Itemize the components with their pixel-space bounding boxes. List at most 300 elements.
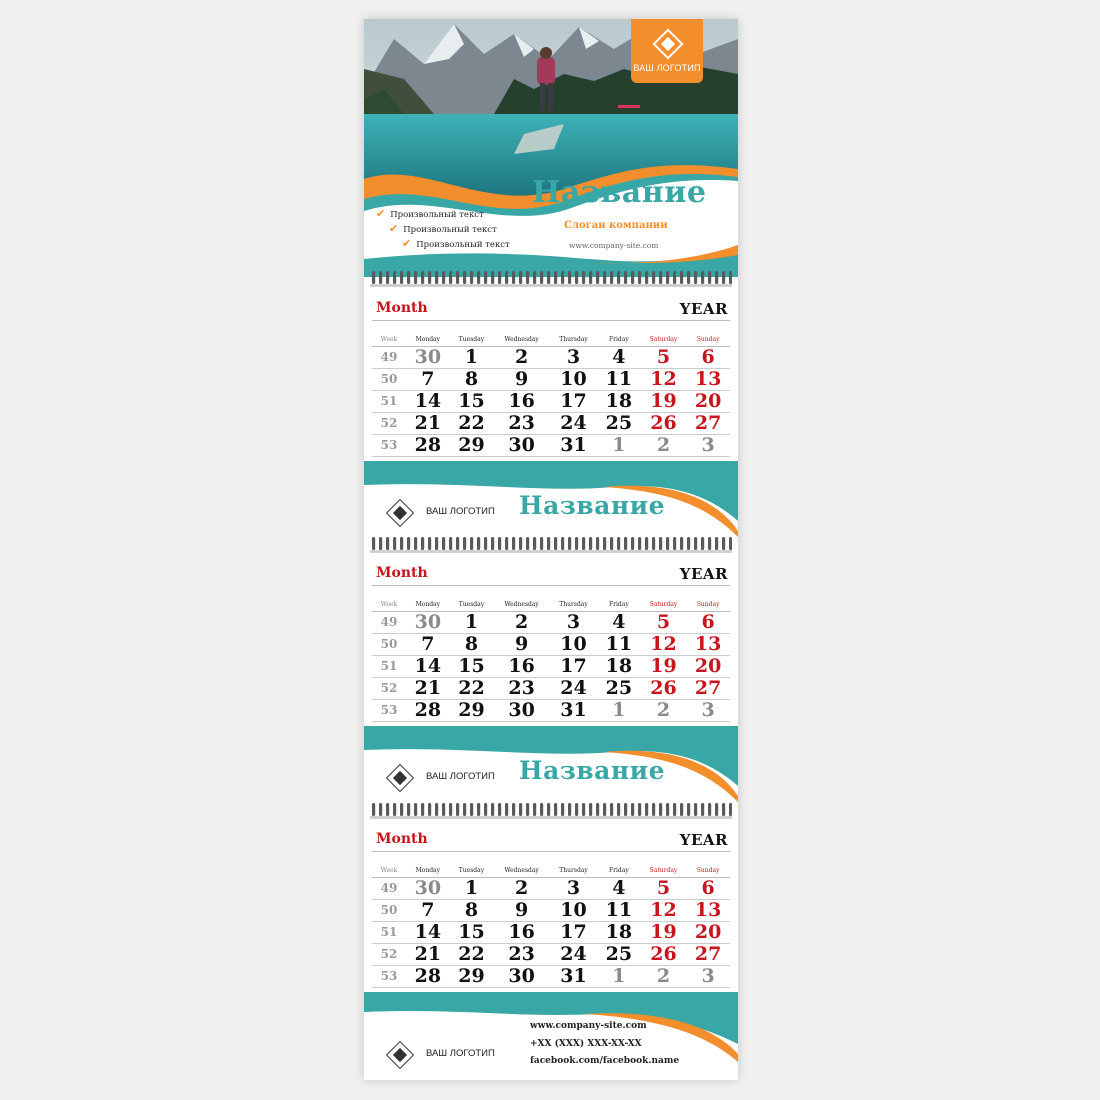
coil [561, 537, 564, 550]
coil [666, 803, 669, 816]
weekday-header: Sunday [686, 332, 730, 347]
day-cell: 17 [550, 656, 597, 678]
weekday-header: Saturday [641, 332, 687, 347]
coil [680, 537, 683, 550]
day-cell: 1 [597, 435, 641, 457]
weekday-header-row [372, 332, 730, 347]
coil [722, 537, 725, 550]
divider [372, 851, 730, 852]
coil [561, 271, 564, 284]
day-cell: 11 [597, 369, 641, 391]
day-cell: 2 [641, 966, 687, 988]
coil [624, 803, 627, 816]
coil [393, 271, 396, 284]
coil [449, 803, 452, 816]
day-cell: 28 [406, 700, 450, 722]
spiral-coils [370, 537, 732, 553]
weekday-header: Thursday [550, 332, 597, 347]
bullet-item: ✔ Произвольный текст [402, 237, 510, 250]
day-cell: 15 [450, 391, 494, 413]
coil [547, 803, 550, 816]
weekday-header: Week [372, 332, 406, 347]
coil [631, 271, 634, 284]
week-row [372, 347, 730, 369]
day-cell: 27 [686, 944, 730, 966]
day-cell: 3 [686, 700, 730, 722]
calendar-grid [372, 597, 730, 722]
coil [617, 271, 620, 284]
header-slogan: Слоган компании [564, 220, 668, 231]
coil [407, 537, 410, 550]
coil [547, 537, 550, 550]
coil [603, 271, 606, 284]
day-cell: 18 [597, 656, 641, 678]
coil [512, 803, 515, 816]
coil [505, 537, 508, 550]
day-cell: 21 [406, 944, 450, 966]
coil [463, 271, 466, 284]
coil [687, 803, 690, 816]
coil [540, 271, 543, 284]
coil [659, 803, 662, 816]
day-cell: 30 [406, 878, 450, 900]
coil [694, 803, 697, 816]
coil [421, 537, 424, 550]
coil [729, 271, 732, 284]
coil [477, 271, 480, 284]
day-cell: 11 [597, 634, 641, 656]
weekday-header: Sunday [686, 597, 730, 612]
day-cell: 14 [406, 922, 450, 944]
day-cell: 19 [641, 922, 687, 944]
weekday-header: Friday [597, 332, 641, 347]
coil [463, 537, 466, 550]
coil [652, 271, 655, 284]
day-cell: 12 [641, 369, 687, 391]
week-row [372, 700, 730, 722]
day-cell: 8 [450, 369, 494, 391]
month-page [364, 300, 738, 460]
coil [407, 803, 410, 816]
coil [659, 271, 662, 284]
day-cell: 21 [406, 678, 450, 700]
day-cell: 1 [450, 878, 494, 900]
day-cell: 8 [450, 900, 494, 922]
day-cell: 9 [493, 634, 550, 656]
week-row [372, 966, 730, 988]
weekday-header: Tuesday [450, 863, 494, 878]
coil [722, 271, 725, 284]
coil [526, 271, 529, 284]
coil [673, 271, 676, 284]
coil [372, 271, 375, 284]
day-cell: 26 [641, 413, 687, 435]
coil [589, 537, 592, 550]
band-logo-text: ВАШ ЛОГОТИП [426, 506, 495, 517]
coil [470, 537, 473, 550]
day-cell: 10 [550, 634, 597, 656]
weekday-header: Tuesday [450, 597, 494, 612]
coil [414, 271, 417, 284]
week-number: 52 [372, 944, 406, 966]
coil [379, 803, 382, 816]
day-cell: 23 [493, 944, 550, 966]
day-cell: 8 [450, 634, 494, 656]
header-title: Название [532, 175, 707, 210]
coil [456, 271, 459, 284]
day-cell: 24 [550, 413, 597, 435]
day-cell: 30 [493, 966, 550, 988]
coil [491, 537, 494, 550]
weekday-header: Monday [406, 863, 450, 878]
coil [393, 537, 396, 550]
coil [666, 271, 669, 284]
coil [729, 537, 732, 550]
day-cell: 1 [597, 700, 641, 722]
coil [435, 537, 438, 550]
coil [498, 537, 501, 550]
weekday-header: Friday [597, 597, 641, 612]
day-cell: 15 [450, 922, 494, 944]
coil [554, 537, 557, 550]
bullet-item: ✔ Произвольный текст [376, 207, 484, 220]
coil [435, 803, 438, 816]
day-cell: 21 [406, 413, 450, 435]
wall-calendar [364, 19, 738, 1080]
coil [575, 537, 578, 550]
coil [491, 803, 494, 816]
day-cell: 5 [641, 612, 687, 634]
day-cell: 7 [406, 634, 450, 656]
coil [715, 537, 718, 550]
coil [442, 537, 445, 550]
day-cell: 3 [686, 966, 730, 988]
day-cell: 30 [493, 700, 550, 722]
weekday-header: Thursday [550, 597, 597, 612]
day-cell: 2 [641, 435, 687, 457]
weekday-header: Friday [597, 863, 641, 878]
coil [701, 271, 704, 284]
coil [708, 537, 711, 550]
day-cell: 3 [550, 612, 597, 634]
weekday-header: Sunday [686, 863, 730, 878]
checkmark-icon: ✔ [402, 237, 412, 250]
coil [638, 803, 641, 816]
day-cell: 10 [550, 900, 597, 922]
coil [400, 537, 403, 550]
week-row [372, 878, 730, 900]
month-label: Month [376, 565, 428, 581]
week-row [372, 678, 730, 700]
coil [540, 803, 543, 816]
coil [484, 803, 487, 816]
header-logo-text: ВАШ ЛОГОТИП [633, 63, 701, 73]
coil [414, 537, 417, 550]
spiral-coils [370, 803, 732, 819]
coil [638, 271, 641, 284]
day-cell: 30 [406, 612, 450, 634]
coil [407, 271, 410, 284]
day-cell: 30 [493, 435, 550, 457]
coil [470, 271, 473, 284]
coil [603, 803, 606, 816]
coil [477, 803, 480, 816]
year-label: YEAR [679, 831, 728, 849]
month-page [364, 831, 738, 991]
weekday-header: Saturday [641, 863, 687, 878]
week-number: 50 [372, 369, 406, 391]
day-cell: 3 [550, 347, 597, 369]
day-cell: 18 [597, 391, 641, 413]
coil [610, 271, 613, 284]
weekday-header: Tuesday [450, 332, 494, 347]
divider [372, 585, 730, 586]
day-cell: 5 [641, 347, 687, 369]
month-label: Month [376, 300, 428, 316]
footer-logo-text: ВАШ ЛОГОТИП [426, 1048, 495, 1059]
coil [526, 803, 529, 816]
coil [484, 271, 487, 284]
coil [554, 271, 557, 284]
day-cell: 12 [641, 634, 687, 656]
coil [568, 271, 571, 284]
footer-site: www.company-site.com [530, 1021, 647, 1031]
coil [456, 537, 459, 550]
day-cell: 1 [597, 966, 641, 988]
coil [491, 271, 494, 284]
week-row [372, 656, 730, 678]
coil [645, 803, 648, 816]
coil [421, 271, 424, 284]
coil [547, 271, 550, 284]
day-cell: 19 [641, 391, 687, 413]
coil [526, 537, 529, 550]
coil [715, 271, 718, 284]
week-number: 52 [372, 413, 406, 435]
day-cell: 16 [493, 656, 550, 678]
day-cell: 18 [597, 922, 641, 944]
week-number: 53 [372, 966, 406, 988]
day-cell: 29 [450, 966, 494, 988]
day-cell: 28 [406, 435, 450, 457]
weekday-header: Week [372, 863, 406, 878]
coil [533, 271, 536, 284]
weekday-header: Wednesday [493, 863, 550, 878]
day-cell: 6 [686, 878, 730, 900]
day-cell: 9 [493, 369, 550, 391]
year-label: YEAR [679, 300, 728, 318]
coil [575, 271, 578, 284]
day-cell: 13 [686, 634, 730, 656]
band-logo-text: ВАШ ЛОГОТИП [426, 771, 495, 782]
day-cell: 22 [450, 944, 494, 966]
week-number: 49 [372, 347, 406, 369]
coil [582, 803, 585, 816]
week-number: 51 [372, 922, 406, 944]
day-cell: 29 [450, 700, 494, 722]
checkmark-icon: ✔ [389, 222, 399, 235]
coil [435, 271, 438, 284]
coil [603, 537, 606, 550]
day-cell: 25 [597, 678, 641, 700]
day-cell: 25 [597, 944, 641, 966]
coil [512, 271, 515, 284]
coil [687, 537, 690, 550]
weekday-header: Wednesday [493, 597, 550, 612]
footer-facebook: facebook.com/facebook.name [530, 1056, 680, 1066]
coil [610, 803, 613, 816]
coil [645, 537, 648, 550]
week-row [372, 413, 730, 435]
day-cell: 31 [550, 435, 597, 457]
spiral-coils [370, 271, 732, 287]
header-site: www.company-site.com [569, 241, 659, 250]
day-cell: 25 [597, 413, 641, 435]
day-cell: 2 [493, 878, 550, 900]
day-cell: 13 [686, 369, 730, 391]
coil [715, 803, 718, 816]
coil [638, 537, 641, 550]
coil [484, 537, 487, 550]
checkmark-icon: ✔ [376, 207, 386, 220]
day-cell: 7 [406, 900, 450, 922]
coil [540, 537, 543, 550]
day-cell: 10 [550, 369, 597, 391]
coil [596, 537, 599, 550]
day-cell: 16 [493, 391, 550, 413]
calendar-grid [372, 332, 730, 457]
week-number: 53 [372, 435, 406, 457]
day-cell: 31 [550, 966, 597, 988]
day-cell: 2 [493, 612, 550, 634]
day-cell: 7 [406, 369, 450, 391]
coil [666, 537, 669, 550]
week-row [372, 612, 730, 634]
calendar-grid [372, 863, 730, 988]
year-label: YEAR [679, 565, 728, 583]
coil [659, 537, 662, 550]
day-cell: 19 [641, 656, 687, 678]
coil [533, 537, 536, 550]
coil [519, 537, 522, 550]
footer-phone: +XX (XXX) XXX-XX-XX [530, 1039, 642, 1049]
weekday-header-row [372, 597, 730, 612]
day-cell: 9 [493, 900, 550, 922]
coil [470, 803, 473, 816]
week-number: 49 [372, 612, 406, 634]
coil [393, 803, 396, 816]
coil [428, 803, 431, 816]
day-cell: 12 [641, 900, 687, 922]
coil [533, 803, 536, 816]
coil [673, 537, 676, 550]
coil [708, 271, 711, 284]
day-cell: 26 [641, 678, 687, 700]
day-cell: 2 [641, 700, 687, 722]
week-row [372, 435, 730, 457]
day-cell: 11 [597, 900, 641, 922]
coil [631, 803, 634, 816]
day-cell: 14 [406, 656, 450, 678]
coil [596, 803, 599, 816]
week-row [372, 391, 730, 413]
footer-band [364, 992, 738, 1080]
day-cell: 14 [406, 391, 450, 413]
coil [708, 803, 711, 816]
day-cell: 3 [550, 878, 597, 900]
coil [568, 803, 571, 816]
weekday-header: Monday [406, 332, 450, 347]
week-row [372, 944, 730, 966]
day-cell: 4 [597, 612, 641, 634]
coil [652, 537, 655, 550]
weekday-header: Saturday [641, 597, 687, 612]
day-cell: 6 [686, 347, 730, 369]
coil [379, 271, 382, 284]
week-number: 50 [372, 900, 406, 922]
coil [694, 537, 697, 550]
day-cell: 24 [550, 678, 597, 700]
weekday-header: Monday [406, 597, 450, 612]
weekday-header: Wednesday [493, 332, 550, 347]
day-cell: 24 [550, 944, 597, 966]
coil [596, 271, 599, 284]
coil [680, 271, 683, 284]
diamond-logo-icon [652, 28, 683, 59]
month-label: Month [376, 831, 428, 847]
bullet-item: ✔ Произвольный текст [389, 222, 497, 235]
day-cell: 22 [450, 678, 494, 700]
coil [729, 803, 732, 816]
coil [372, 803, 375, 816]
coil [428, 271, 431, 284]
coil [442, 803, 445, 816]
coil [631, 537, 634, 550]
day-cell: 15 [450, 656, 494, 678]
week-number: 51 [372, 656, 406, 678]
week-number: 53 [372, 700, 406, 722]
day-cell: 1 [450, 347, 494, 369]
band-title: Название [519, 756, 666, 785]
coil [589, 271, 592, 284]
day-cell: 4 [597, 878, 641, 900]
day-cell: 26 [641, 944, 687, 966]
day-cell: 5 [641, 878, 687, 900]
day-cell: 2 [493, 347, 550, 369]
coil [589, 803, 592, 816]
day-cell: 29 [450, 435, 494, 457]
coil [617, 537, 620, 550]
coil [505, 271, 508, 284]
weekday-header: Thursday [550, 863, 597, 878]
coil [449, 271, 452, 284]
week-number: 52 [372, 678, 406, 700]
coil [400, 271, 403, 284]
header-logo [631, 19, 703, 83]
coil [386, 537, 389, 550]
coil [505, 803, 508, 816]
coil [701, 803, 704, 816]
day-cell: 13 [686, 900, 730, 922]
coil [645, 271, 648, 284]
week-row [372, 900, 730, 922]
coil [575, 803, 578, 816]
coil [400, 803, 403, 816]
weekday-header: Week [372, 597, 406, 612]
day-cell: 16 [493, 922, 550, 944]
coil [624, 537, 627, 550]
coil [554, 803, 557, 816]
